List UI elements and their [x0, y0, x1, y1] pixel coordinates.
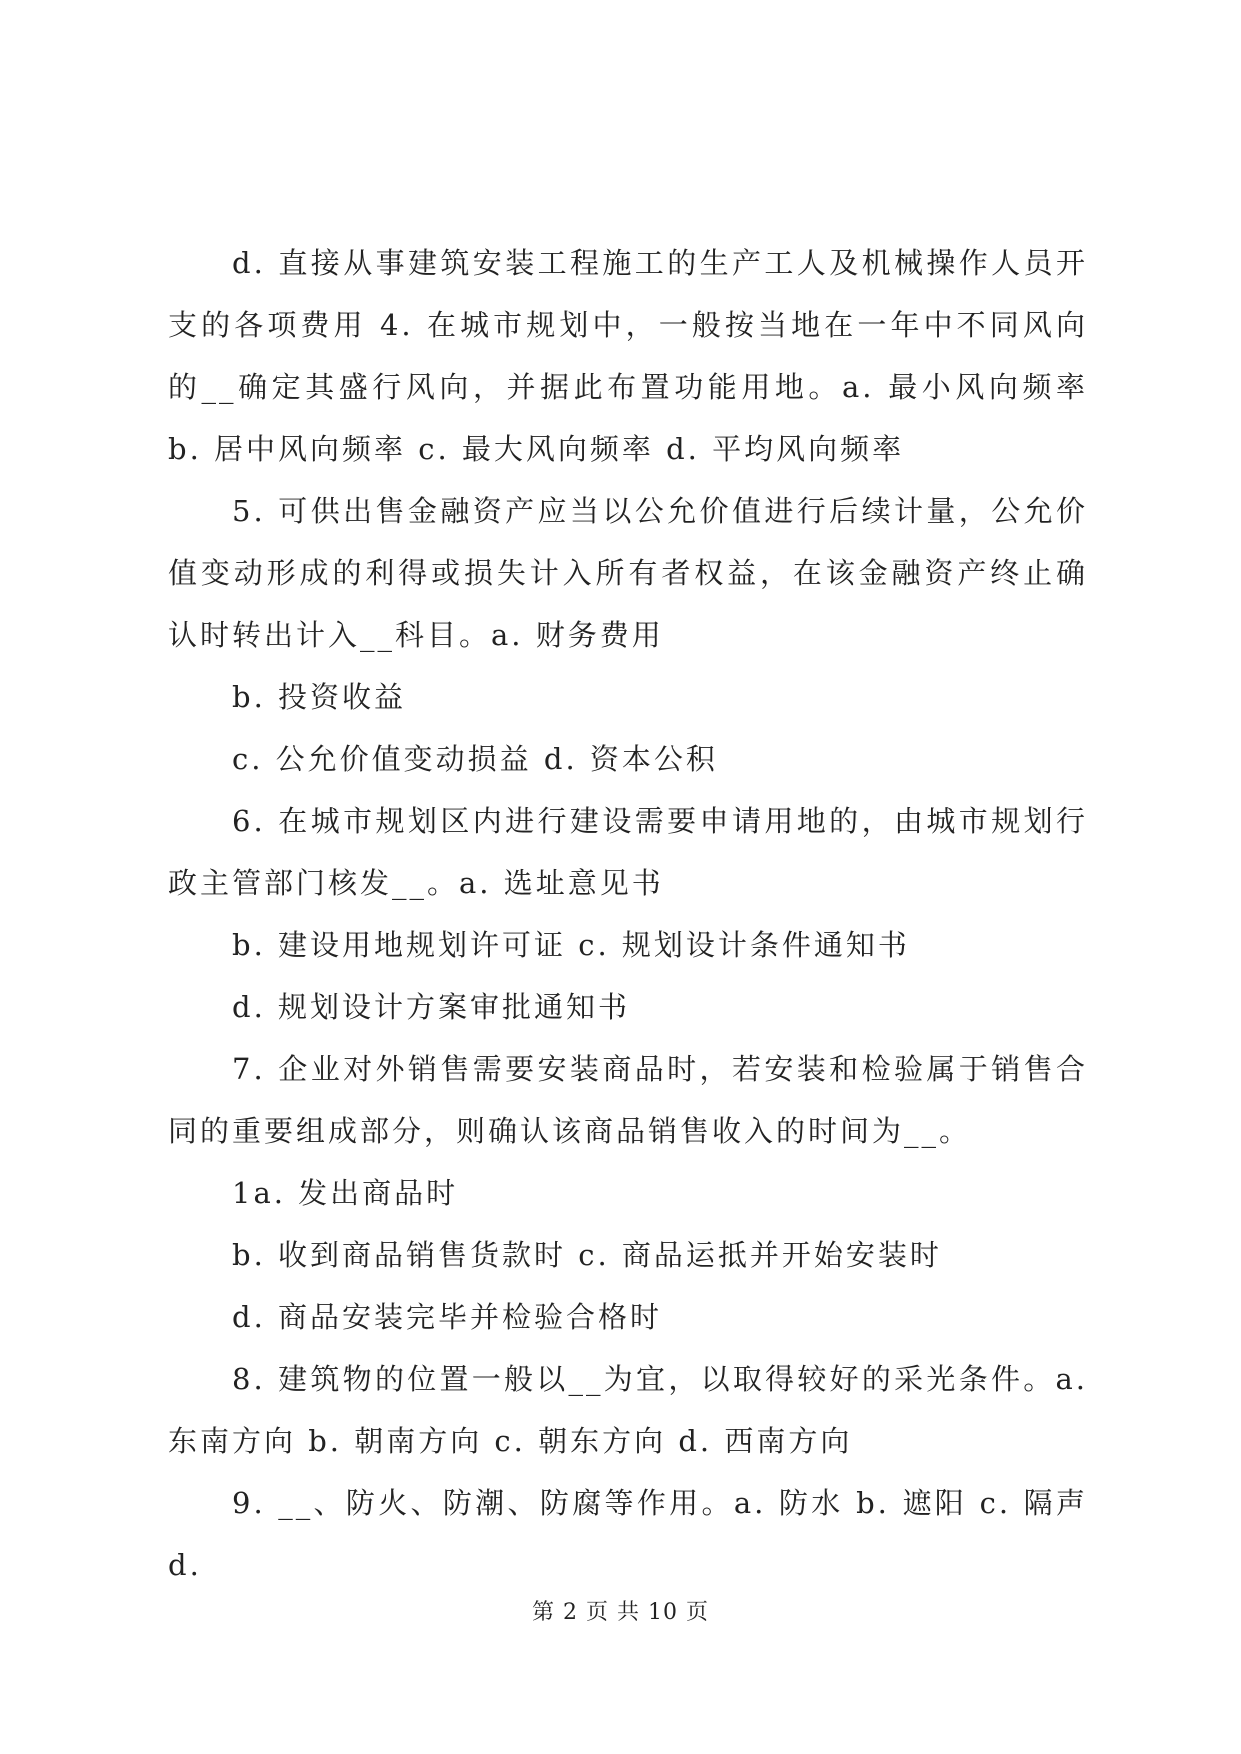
page-number-footer: 第 2 页 共 10 页 [532, 1600, 709, 1625]
paragraph: 9. __、防火、防潮、防腐等作用。a. 防水 b. 遮阳 c. 隔声 d. [168, 1486, 1088, 1582]
paragraph: d. 规划设计方案审批通知书 [232, 990, 631, 1024]
paragraph: d. 商品安装完毕并检验合格时 [232, 1300, 663, 1334]
paragraph: c. 公允价值变动损益 d. 资本公积 [232, 742, 718, 776]
paragraph: b. 收到商品销售货款时 c. 商品运抵并开始安装时 [232, 1238, 942, 1272]
paragraph: 6. 在城市规划区内进行建设需要申请用地的，由城市规划行政主管部门核发__。a. 选址意见书 [168, 804, 1088, 900]
paragraph: 8. 建筑物的位置一般以__为宜，以取得较好的采光条件。a. 东南方向 b. 朝南方向 c. 朝东方向 d. 西南方向 [168, 1362, 1088, 1458]
paragraph: 7. 企业对外销售需要安装商品时，若安装和检验属于销售合同的重要组成部分，则确认该商品销售收入的时间为__。 [168, 1052, 1088, 1148]
paragraph: 5. 可供出售金融资产应当以公允价值进行后续计量，公允价值变动形成的利得或损失计入所有者权益，在该金融资产终止确认时转出计入__科目。a. 财务费用 [168, 494, 1088, 652]
paragraph: d. 直接从事建筑安装工程施工的生产工人及机械操作人员开支的各项费用 4. 在城市规划中，一般按当地在一年中不同风向的__确定其盛行风向，并据此布置功能用地。a. 最小风向频率 b. 居中风向频率 c. 最大风向频率 d. 平均风向频率 [168, 246, 1088, 466]
paragraph: 1a. 发出商品时 [232, 1176, 459, 1210]
paragraph: b. 建设用地规划许可证 c. 规划设计条件通知书 [232, 928, 910, 962]
paragraph: b. 投资收益 [232, 680, 407, 714]
document-body [168, 232, 1088, 1596]
